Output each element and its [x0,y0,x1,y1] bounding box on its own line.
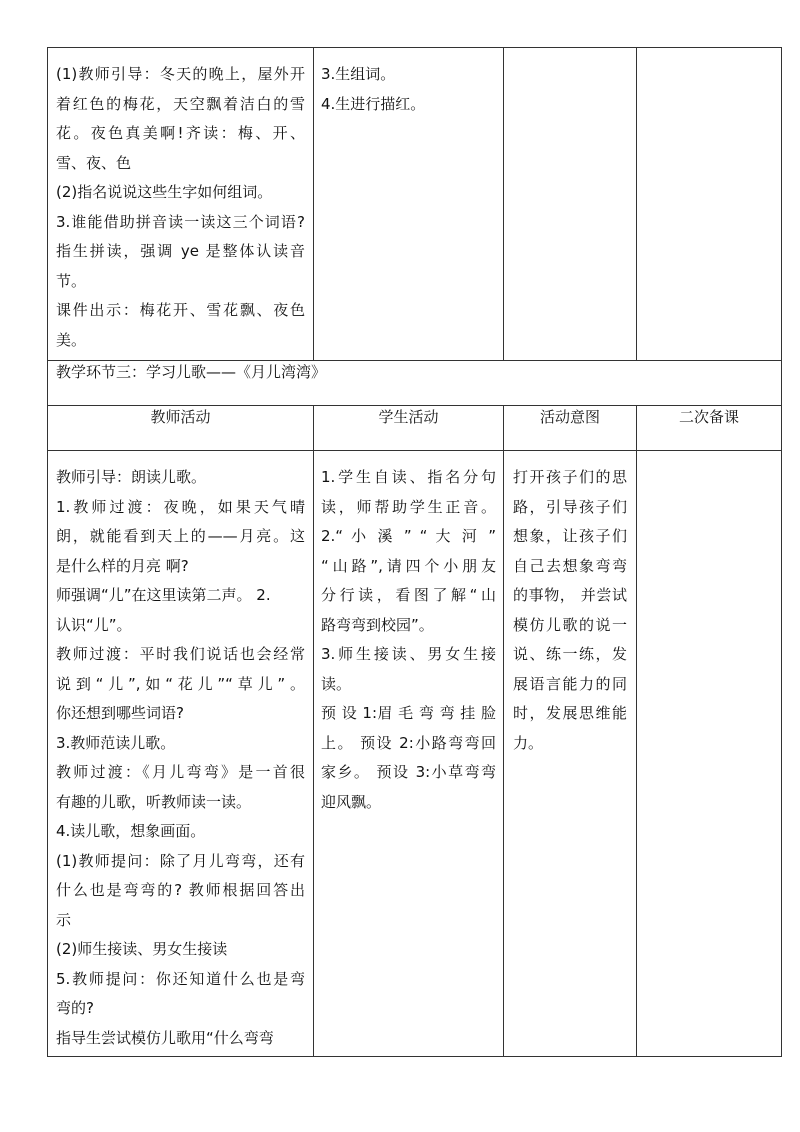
student-activity-cell [314,451,504,1057]
text-line: 4.生进行描红。 [321,94,426,113]
text-line: 2.“ 小 溪 ” “ 大 河 ” [321,527,496,545]
student-activity-cell [314,48,504,361]
text-line: 分行读，看图了解“山 [321,586,496,604]
text-line: 是什么样的月亮 啊? [56,556,189,575]
text-line: 指导生尝试模仿儿歌用“什么弯弯 [56,1028,274,1047]
text-line: 课件出示：梅花开、雪花飘、夜色 [56,301,305,319]
text-line: 示 [56,910,72,929]
activity-purpose-text [504,451,636,758]
text-line: (2)师生接读、男女生接读 [56,940,228,958]
activity-row [48,451,782,1057]
teacher-activity-cell [48,451,314,1057]
text-line: 1.教师过渡：夜晚，如果天气晴 [56,497,305,516]
text-line: 指生拼读，强调 ye 是整体认读音 [56,242,305,260]
text-line: 教师引导：朗读儿歌。 [56,468,207,486]
text-line: 打开孩子们的思 [513,468,627,486]
text-line: 4.读儿歌，想象画面。 [56,822,206,840]
secondary-prep-cell [637,451,782,1057]
text-line: 教师过渡：《月儿弯弯》是一首很 [56,763,305,781]
header-secondary-prep: 二次备课 [637,406,782,451]
text-line: 什么也是弯弯的? 教师根据回答出 [56,881,305,899]
text-line: 上。 预设 2:小路弯弯回 [321,733,496,752]
teacher-activity-text [48,48,313,355]
text-line: 想象，让孩子们 [513,527,627,545]
text-line: 花。夜色真美啊!齐读：梅、开、 [56,124,305,142]
student-activity-text [314,48,503,119]
text-line: 3.谁能借助拼音读一读这三个词语? [56,212,305,231]
text-line: 3.教师范读儿歌。 [56,733,176,752]
text-line: 路，引导孩子们 [513,497,627,516]
text-line: 读，师帮助学生正音。 [321,497,496,516]
student-activity-text [314,451,503,817]
text-line: 3.师生接读、男女生接 [321,645,496,663]
text-line: 你还想到哪些词语? [56,704,184,722]
text-line: 模仿儿歌的说一 [513,615,627,634]
teacher-activity-cell [48,48,314,361]
text-line: 读。 [321,674,352,693]
text-line: 的事物， 并尝试 [513,586,627,604]
column-header-row [48,406,782,451]
text-line: 说、练一练，发 [513,645,627,663]
header-teacher-activity: 教师活动 [48,406,314,451]
text-line: 力。 [513,733,544,752]
secondary-prep-cell [637,48,782,361]
activity-purpose-cell [504,48,637,361]
header-student-activity: 学生活动 [314,406,504,451]
text-line: 迎风飘。 [321,792,382,811]
secondary-prep-text [637,451,781,463]
lesson-plan-table [47,47,782,1057]
text-line: 雪、夜、色 [56,153,132,172]
text-line: 说到“儿”,如“花儿”“草儿”。 [56,674,305,693]
text-line: 认识“儿”。 [56,615,132,634]
continued-activity-row [48,48,782,361]
text-line: 路弯弯到校园”。 [321,615,434,634]
teacher-activity-text [48,451,313,1053]
text-line: (1)教师提问：除了月儿弯弯，还有 [56,851,305,870]
text-line: (1)教师引导：冬天的晚上，屋外开 [56,65,305,83]
text-line: 5.教师提问：你还知道什么也是弯 [56,969,305,988]
text-line: 节。 [56,271,87,290]
text-line: 师强调“儿”在这里读第二声。 2. [56,586,271,604]
text-line: 时，发展思维能 [513,704,627,722]
section-title-cell [48,361,782,406]
text-line: 着红色的梅花，天空飘着洁白的雪 [56,94,305,113]
text-line: 有趣的儿歌，听教师读一读。 [56,792,252,811]
section-row [48,361,782,406]
text-line: “山路”,请四个小朋友 [321,556,496,575]
text-line: (2)指名说说这些生字如何组词。 [56,183,273,201]
text-line: 家乡。 预设 3:小草弯弯 [321,763,496,781]
text-line: 展语言能力的同 [513,674,627,693]
text-line: 3.生组词。 [321,65,396,83]
text-line: 朗，就能看到天上的——月亮。这 [56,527,305,545]
text-line: 预 设 1:眉 毛 弯 弯 挂 脸 [321,704,496,722]
text-line: 弯的? [56,999,94,1017]
text-line: 1.学生自读、指名分句 [321,468,496,486]
section-title: 教学环节三：学习儿歌——《月儿湾湾》 [56,363,327,381]
text-line: 自己去想象弯弯 [513,556,627,575]
text-line: 教师过渡：平时我们说话也会经常 [56,645,305,663]
activity-purpose-cell [504,451,637,1057]
text-line: 美。 [56,330,87,349]
header-activity-purpose: 活动意图 [504,406,637,451]
